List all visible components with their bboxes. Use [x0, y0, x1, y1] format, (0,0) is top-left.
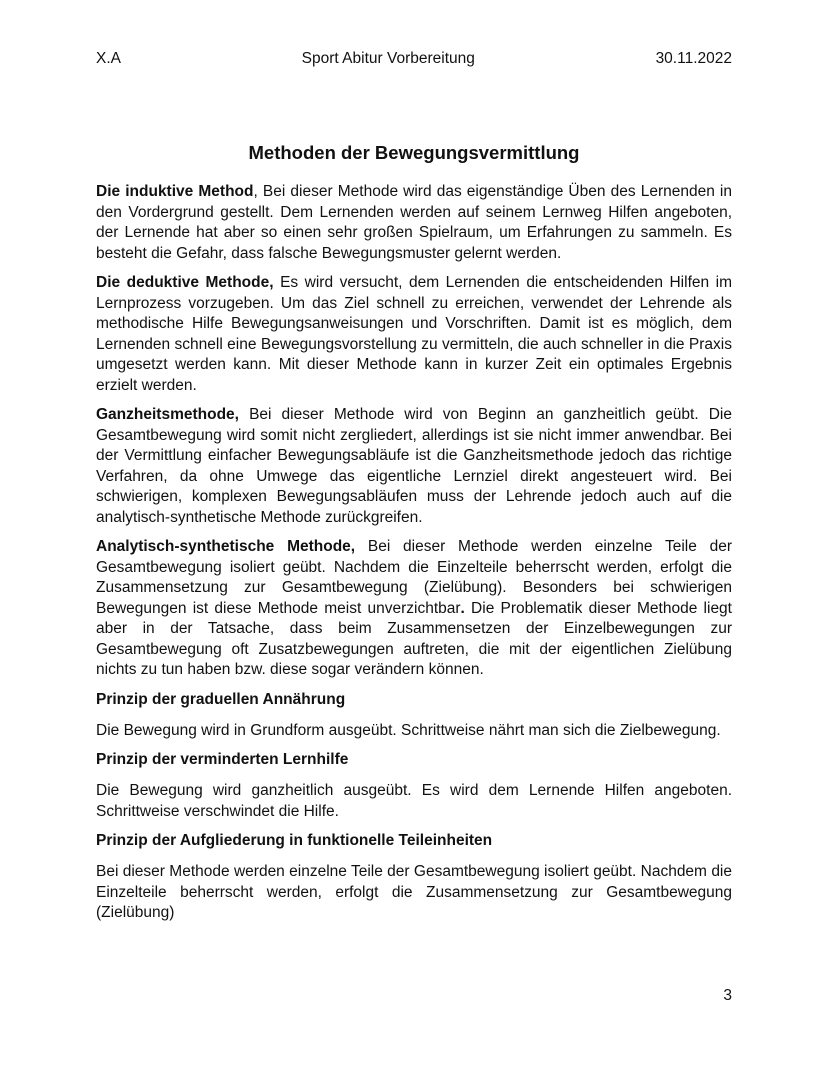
principle-text-annaehrung: Die Bewegung wird in Grundform ausgeübt. Schrittweise nährt man sich die Zielbewegung. [96, 721, 721, 739]
section-term: Ganzheitsmethode, [96, 406, 239, 423]
section-term: Die deduktive Methode, [96, 274, 274, 291]
principle-text-lernhilfe: Die Bewegung wird ganzheitlich ausgeübt. Es wird dem Lernende Hilfen angeboten. Schrittweise verschwindet die Hilfe. [96, 782, 732, 820]
page-title: Methoden der Bewegungsvermittlung [248, 142, 580, 163]
header-date: 30.11.2022 [655, 50, 732, 67]
page-number: 3 [723, 987, 732, 1004]
section-text: Es wird versucht, dem Lernenden die entscheidenden Hilfen im Lernprozess vorzugeben. Um das Ziel schnell zu erreichen, verwendet der Lehrende als methodische Hilfe Bewegungsanweisungen und Vorschriften. Damit ist es möglich, dem Lernenden schnell eine Bewegungsvorstellung zu vermitteln, die auch schneller in die Praxis umgesetzt werden kann. Mit dieser Methode kann in kurzer Zeit ein optimales Ergebnis erzielt werden. [96, 274, 732, 394]
section-bold-dot: . [460, 599, 465, 617]
section-term: Die induktive Method [96, 183, 254, 200]
section-text: , Bei dieser Methode wird das eigenständige Üben des Lernenden in den Vordergrund gestellt. Dem Lernenden werden auf seinem Lernweg Hilfen angeboten, der Lernende hat aber so einen sehr großen Spielraum, um Erfahrungen zu sammeln. Es besteht die Gefahr, dass falsche Bewegungsmuster gelernt werden. [96, 183, 732, 262]
section-analytisch-synthetisch [96, 537, 732, 681]
section-text: Bei dieser Methode wird von Beginn an ganzheitlich geübt. Die Gesamtbewegung wird somit nicht zergliedert, allerdings ist sie nicht immer anwendbar. Bei der Vermittlung einfacher Bewegungsabläufe ist die Ganzheitsmethode jedoch das richtige Verfahren, da ohne Umwege das eigentliche Lernziel direkt angesteuert wird. Bei schwierigen, komplexen Bewegungsabläufen muss der Lehrende jedoch auch auf die analytisch-synthetische Methode zurückgreifen. [96, 406, 732, 526]
section-induktive [96, 182, 732, 264]
header-class: X.A [96, 50, 121, 67]
section-text: Bei dieser Methode werden einzelne Teile der Gesamtbewegung isoliert geübt. Nachdem die Einzelteile beherrscht werden, erfolgt die Zusammensetzung zur Gesamtbewegung (Zielübung). Besonders bei schwierigen Bewegungen ist diese Methode meist unverzichtbar [96, 538, 732, 617]
document-body [96, 182, 732, 933]
section-ganzheitsmethode [96, 405, 732, 528]
principle-text-aufgliederung: Bei dieser Methode werden einzelne Teile der Gesamtbewegung isoliert geübt. Nachdem die Einzelteile beherrscht werden, erfolgt die Zusammensetzung zur Gesamtbewegung (Zielübung) [96, 863, 732, 921]
principle-heading-lernhilfe: Prinzip der verminderten Lernhilfe [96, 751, 349, 768]
section-text-continued: Die Problematik dieser Methode liegt aber in der Tatsache, dass beim Zusammensetzen der Einzelbewegungen zur Gesamtbewegung oft Zusatzbewegungen auftreten, die mit der eigentlichen Zielübung nichts zu tun haben bzw. diese sogar verändern können. [96, 599, 732, 678]
section-term: Analytisch-synthetische Methode, [96, 538, 356, 555]
page-header [96, 50, 732, 68]
section-deduktive [96, 273, 732, 396]
principle-heading-annaehrung: Prinzip der graduellen Annährung [96, 690, 346, 708]
principle-heading-aufgliederung: Prinzip der Aufgliederung in funktionelle Teileinheiten [96, 832, 493, 849]
header-subject: Sport Abitur Vorbereitung [301, 50, 475, 67]
